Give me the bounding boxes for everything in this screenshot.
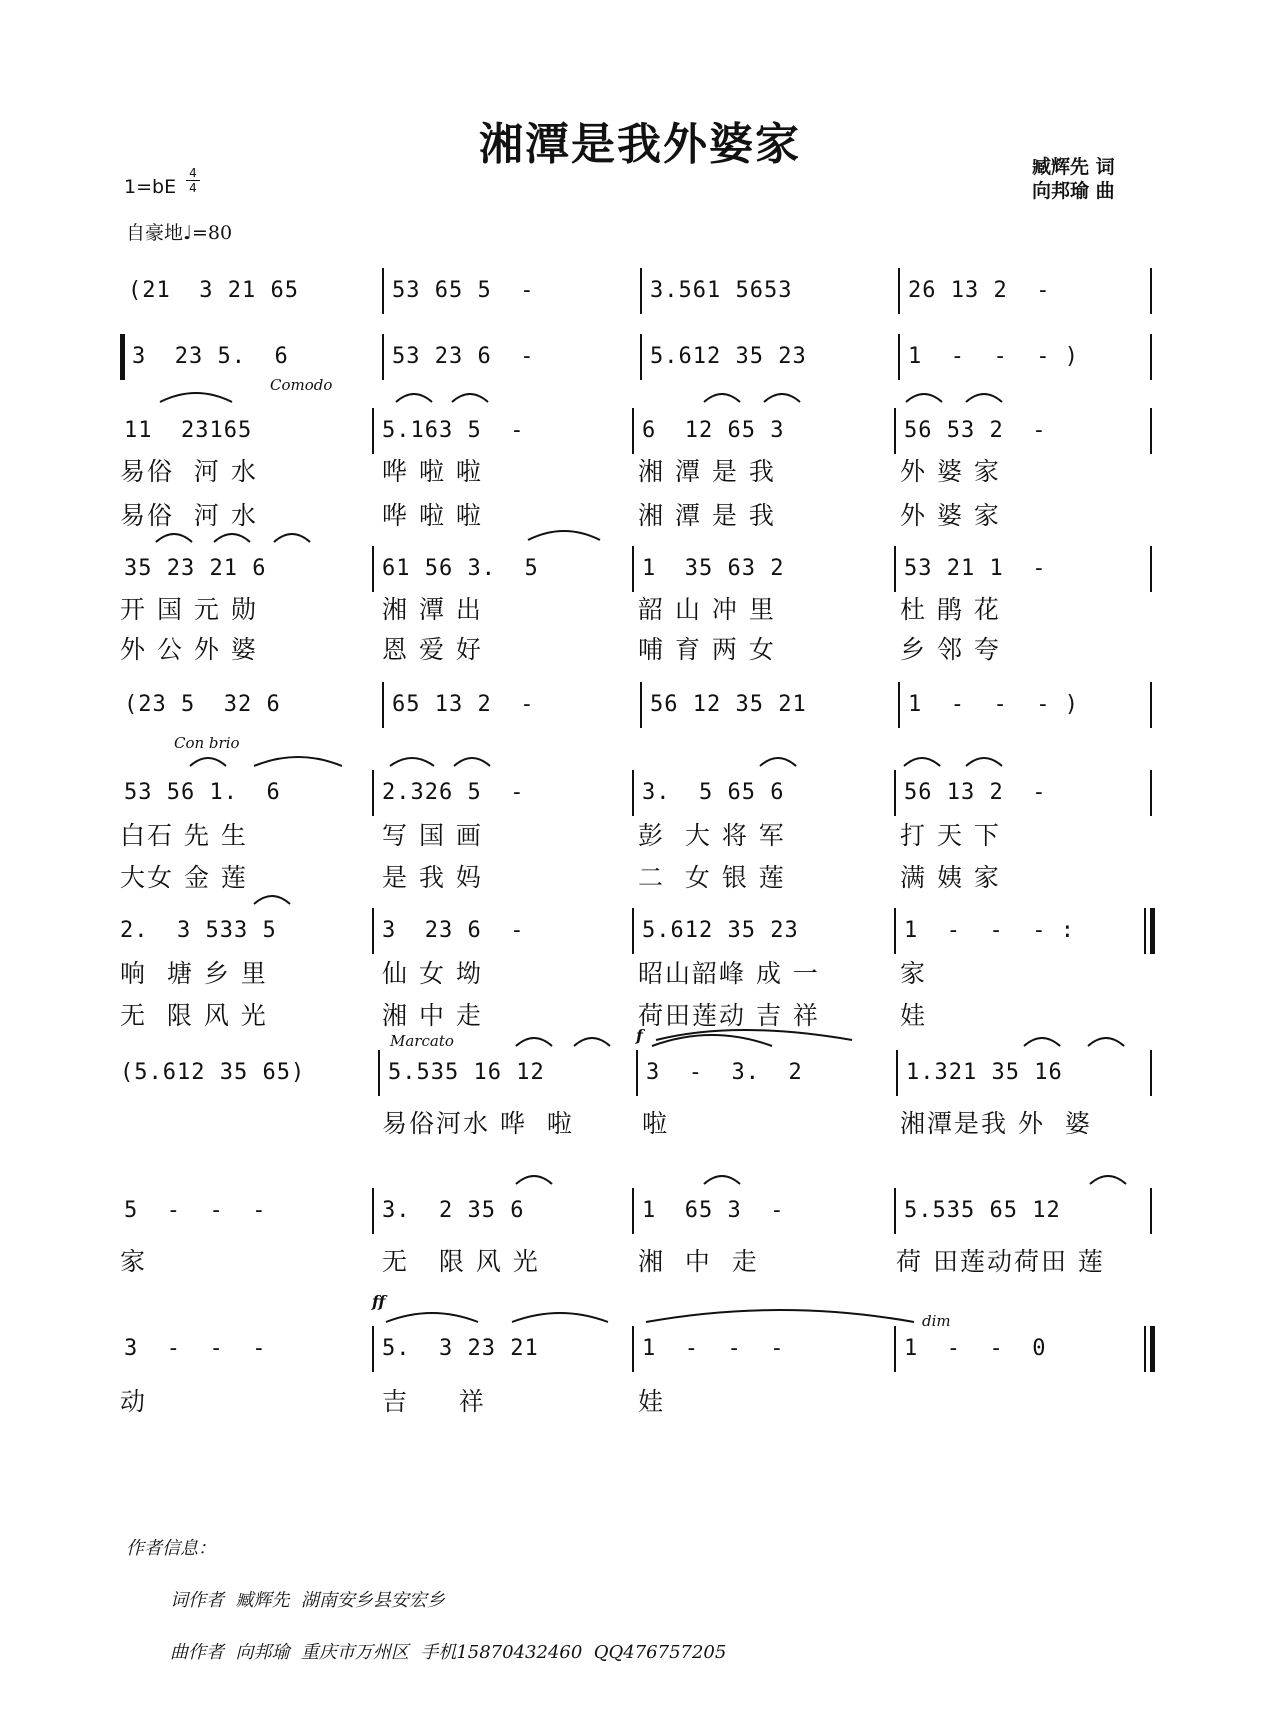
lyric-text: 湘 潭 出: [382, 595, 483, 624]
measure: 1 - - - ): [908, 692, 1079, 717]
barline: [640, 682, 642, 728]
expression-marcato: Marcato: [390, 1032, 454, 1050]
measure: (21 3 21 65: [128, 278, 299, 303]
barline: [632, 1326, 634, 1372]
lyric-row: [120, 858, 1150, 894]
lyric-text: 家: [900, 959, 928, 988]
lyric-text: 恩 爱 好: [382, 635, 483, 664]
lyric-text: 啦: [642, 1109, 670, 1138]
slur: [904, 758, 940, 766]
lyric-text: 湘 潭 是 我: [638, 457, 776, 486]
lyric-text: 仙 女 坳: [382, 959, 483, 988]
lyric-row: [120, 496, 1150, 532]
barline: [898, 334, 900, 380]
lyric-text: 易俗 河 水: [120, 501, 258, 530]
lyric-text: 外 公 外 婆: [120, 635, 258, 664]
lyric-text: 哗 啦 啦: [382, 501, 483, 530]
lyric-row: [120, 1382, 1150, 1418]
barline: [1144, 1326, 1146, 1372]
notation-row: [120, 1188, 1150, 1238]
slur: [760, 758, 796, 766]
measure: 2. 3 533 5: [120, 918, 277, 943]
lyric-text: 荷 田莲动荷田 莲: [896, 1247, 1105, 1276]
lyric-text: 湘潭是我 外 婆: [900, 1109, 1092, 1138]
measure: 5.612 35 23: [642, 918, 799, 943]
lyric-text: 二 女 银 莲: [638, 863, 786, 892]
slur: [764, 394, 800, 402]
measure: 56 12 35 21: [650, 692, 807, 717]
lyric-text: 动: [120, 1387, 148, 1416]
time-signature-top: 4: [189, 166, 197, 180]
lyric-text: 杜 鹃 花: [900, 595, 1001, 624]
barline: [636, 1050, 638, 1096]
lyricist-credit: 臧辉先 词: [1032, 156, 1115, 178]
barline: [640, 268, 642, 314]
lyric-text: 响 塘 乡 里: [120, 959, 268, 988]
lyric-text: 白石 先 生: [120, 821, 248, 850]
barline: [1150, 1050, 1152, 1096]
lyric-text: 无 限 风 光: [120, 1001, 268, 1030]
lyric-text: 彭 大 将 军: [638, 821, 786, 850]
slur: [396, 394, 432, 402]
slur: [190, 758, 226, 766]
barline: [898, 268, 900, 314]
barline: [1150, 334, 1152, 380]
slur: [512, 1313, 608, 1322]
measure: 5.535 65 12: [904, 1198, 1061, 1223]
measure: 53 56 1. 6: [124, 780, 281, 805]
barline: [632, 546, 634, 592]
measure: 3 23 5. 6: [132, 344, 289, 369]
expression-dim: dim: [922, 1312, 951, 1330]
barline: [372, 908, 374, 954]
lyric-text: 易俗 河 水: [120, 457, 258, 486]
barline: [1150, 770, 1152, 816]
measure: 1 - - - :: [904, 918, 1075, 943]
barline: [372, 408, 374, 454]
barline: [1150, 546, 1152, 592]
measure: 56 13 2 -: [904, 780, 1047, 805]
lyric-text: 湘 潭 是 我: [638, 501, 776, 530]
slur: [704, 1176, 740, 1184]
slur: [652, 1035, 772, 1046]
composer-info: 曲作者 向邦瑜 重庆市万州区 手机15870432460 QQ476757205: [170, 1642, 727, 1663]
barline: [894, 770, 896, 816]
barline: [894, 408, 896, 454]
measure: 3. 2 35 6: [382, 1198, 525, 1223]
repeat-start: [120, 334, 125, 380]
measure: 5.163 5 -: [382, 418, 525, 443]
measure: 3.561 5653: [650, 278, 793, 303]
slur: [160, 393, 232, 402]
barline: [640, 334, 642, 380]
barline: [382, 268, 384, 314]
lyric-text: 大女 金 莲: [120, 863, 248, 892]
lyric-text: 荷田莲动 吉 祥: [638, 1001, 820, 1030]
barline: [378, 1050, 380, 1096]
slur: [966, 394, 1002, 402]
barline: [894, 908, 896, 954]
barline: [1150, 1188, 1152, 1234]
measure: 1 - - - ): [908, 344, 1079, 369]
lyric-text: 外 婆 家: [900, 501, 1001, 530]
barline: [894, 546, 896, 592]
slur: [574, 1038, 610, 1046]
lyricist-info: 词作者 臧辉先 湖南安乡县安宏乡: [170, 1590, 445, 1611]
measure: 56 53 2 -: [904, 418, 1047, 443]
lyric-text: 韶 山 冲 里: [638, 595, 776, 624]
expression-comodo: Comodo: [270, 376, 333, 394]
barline: [894, 1326, 896, 1372]
lyric-row: [120, 954, 1150, 990]
lyric-text: 写 国 画: [382, 821, 483, 850]
measure: 35 23 21 6: [124, 556, 267, 581]
lyric-row: [120, 1104, 1150, 1140]
lyric-text: 湘 中 走: [638, 1247, 759, 1276]
barline: [1150, 682, 1152, 728]
measure: 5.535 16 12: [388, 1060, 545, 1085]
slur: [516, 1038, 552, 1046]
slur: [386, 1313, 478, 1322]
lyric-text: 昭山韶峰 成 一: [638, 959, 820, 988]
notation-row: [120, 682, 1150, 732]
slur: [1088, 1038, 1124, 1046]
measure: 61 56 3. 5: [382, 556, 539, 581]
notation-row: [120, 1050, 1150, 1100]
tempo-marking: 自豪地♩=80: [126, 222, 233, 244]
lyric-text: 无 限 风 光: [382, 1247, 540, 1276]
key-signature: 1=bE: [124, 176, 177, 198]
barline: [372, 1188, 374, 1234]
measure: 3 - 3. 2: [646, 1060, 803, 1085]
lyric-row: [120, 630, 1150, 666]
lyric-text: 满 姨 家: [900, 863, 1001, 892]
measure: 3. 5 65 6: [642, 780, 785, 805]
measure: 53 23 6 -: [392, 344, 535, 369]
slur: [704, 394, 740, 402]
notation-row: [120, 546, 1150, 596]
measure: 53 21 1 -: [904, 556, 1047, 581]
time-signature-bottom: 4: [186, 180, 200, 195]
lyric-row: [120, 816, 1150, 852]
barline: [1150, 408, 1152, 454]
measure: 5.612 35 23: [650, 344, 807, 369]
notation-row: [120, 334, 1150, 384]
lyric-text: 娃: [638, 1387, 666, 1416]
notation-row: [120, 408, 1150, 458]
measure: 65 13 2 -: [392, 692, 535, 717]
measure: 3 23 6 -: [382, 918, 525, 943]
notation-row: [120, 268, 1150, 318]
measure: (23 5 32 6: [124, 692, 281, 717]
barline: [632, 408, 634, 454]
lyric-text: 吉 祥: [382, 1387, 486, 1416]
dynamic-forte: f: [636, 1026, 643, 1045]
lyric-text: 乡 邻 夸: [900, 635, 1001, 664]
lyric-text: 外 婆 家: [900, 457, 1001, 486]
dynamic-fortissimo: ff: [372, 1292, 386, 1311]
measure: 11 23165: [124, 418, 253, 443]
measure: 2.326 5 -: [382, 780, 525, 805]
lyric-text: 打 天 下: [900, 821, 1001, 850]
barline: [372, 770, 374, 816]
lyric-text: 哺 育 两 女: [638, 635, 776, 664]
measure: 1 - - -: [642, 1336, 785, 1361]
barline: [382, 334, 384, 380]
author-info-heading: 作者信息：: [126, 1538, 216, 1559]
measure: 3 - - -: [124, 1336, 267, 1361]
slur: [906, 394, 942, 402]
barline: [632, 908, 634, 954]
measure: 5. 3 23 21: [382, 1336, 539, 1361]
composer-credit: 向邦瑜 曲: [1032, 180, 1115, 202]
measure: 1 65 3 -: [642, 1198, 785, 1223]
measure: 6 12 65 3: [642, 418, 785, 443]
barline: [372, 1326, 374, 1372]
notation-row: [120, 770, 1150, 820]
slur: [390, 758, 434, 766]
measure: (5.612 35 65): [120, 1060, 306, 1085]
lyric-text: 娃: [900, 1001, 928, 1030]
measure: 1.321 35 16: [906, 1060, 1063, 1085]
measure: 53 65 5 -: [392, 278, 535, 303]
lyric-row: [120, 1242, 1150, 1278]
barline: [898, 682, 900, 728]
slur: [528, 531, 600, 540]
barline: [372, 546, 374, 592]
slur: [156, 534, 192, 542]
slur: [516, 1176, 552, 1184]
slur: [1090, 1176, 1126, 1184]
measure: 5 - - -: [124, 1198, 267, 1223]
lyric-text: 开 国 元 勋: [120, 595, 258, 624]
lyric-row: [120, 996, 1150, 1032]
lyric-text: 哗 啦 啦: [382, 457, 483, 486]
slur: [214, 534, 250, 542]
slur: [254, 896, 290, 904]
slur: [274, 534, 310, 542]
lyric-text: 易俗河水 哗 啦: [382, 1109, 574, 1138]
slur: [452, 394, 488, 402]
measure: 1 - - 0: [904, 1336, 1047, 1361]
final-barline: [1150, 1326, 1155, 1372]
lyric-row: [120, 452, 1150, 488]
lyric-text: 湘 中 走: [382, 1001, 483, 1030]
barline: [1144, 908, 1146, 954]
notation-row: [120, 908, 1150, 958]
slur: [966, 758, 1002, 766]
song-title: 湘潭是我外婆家: [479, 119, 801, 170]
lyric-row: [120, 590, 1150, 626]
barline: [894, 1188, 896, 1234]
notation-row: [120, 1326, 1150, 1376]
measure: 26 13 2 -: [908, 278, 1051, 303]
expression-con-brio: Con brio: [174, 734, 240, 752]
slur: [1024, 1038, 1060, 1046]
barline: [896, 1050, 898, 1096]
barline: [1150, 268, 1152, 314]
barline: [382, 682, 384, 728]
barline: [632, 1188, 634, 1234]
lyric-text: 是 我 妈: [382, 863, 483, 892]
repeat-end: [1150, 908, 1155, 954]
lyric-text: 家: [120, 1247, 148, 1276]
slur: [454, 758, 490, 766]
time-signature: [186, 166, 200, 195]
slur: [646, 1310, 914, 1322]
measure: 1 35 63 2: [642, 556, 785, 581]
barline: [632, 770, 634, 816]
slur: [254, 757, 342, 766]
